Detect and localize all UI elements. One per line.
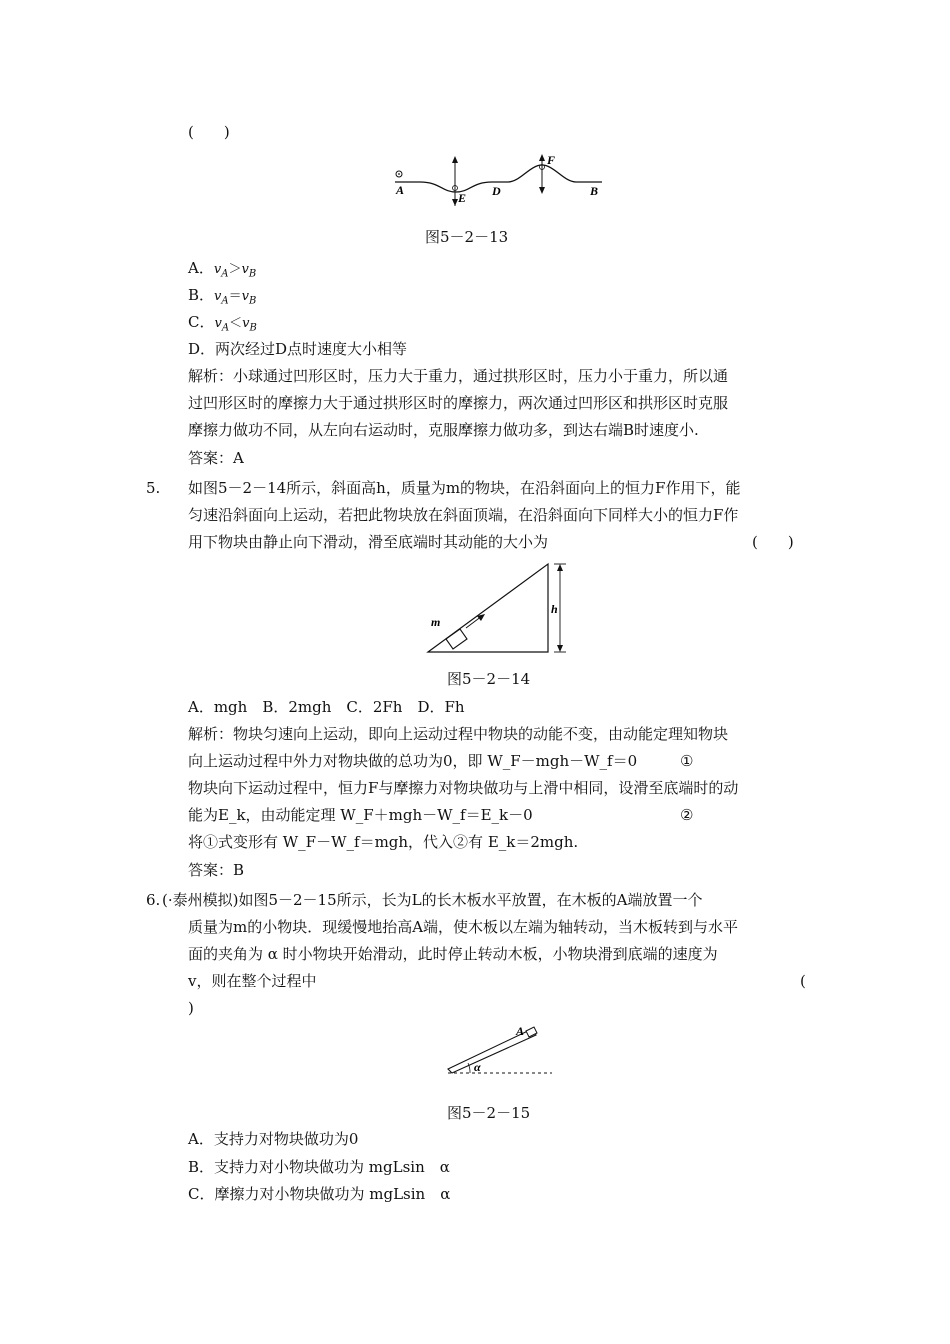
figure-caption-14: 图5－2－14 <box>447 670 531 688</box>
figure-5-2-13 <box>380 150 610 206</box>
figure-5-2-15 <box>440 1025 560 1075</box>
q5-mark-2: ② <box>680 806 694 824</box>
q5-mark-1: ① <box>680 752 694 770</box>
q5-stem-line-3: 用下物块由静止向下滑动，滑至底端时其动能的大小为 <box>188 533 549 551</box>
label-d: D <box>492 184 501 198</box>
q5-analysis-line-5: 将①式变形有 W_F－W_f＝mgh，代入②有 E_k＝2mgh. <box>188 833 579 851</box>
q5-stem-line-1: 如图5－2－14所示，斜面高h，质量为m的物块，在沿斜面向上的恒力F作用下，能 <box>188 479 741 497</box>
label-h: h <box>551 602 558 616</box>
q5-stem-line-2: 匀速沿斜面向上运动，若把此物块放在斜面顶端，在沿斜面向下同样大小的恒力F作 <box>188 506 739 524</box>
q5-answer: 答案：B <box>188 861 245 879</box>
q6-stem-line-1: (·泰州模拟)如图5－2－15所示，长为L的长木板水平放置，在木板的A端放置一个 <box>162 891 703 909</box>
figure-5-2-14 <box>426 560 576 660</box>
q5-analysis-line-2: 向上运动过程中外力对物块做的总功为0，即 W_F－mgh－W_f＝0 <box>188 752 638 770</box>
q5-options: A．mgh B．2mgh C．2Fh D．Fh <box>188 698 465 716</box>
q6-stem-line-2: 质量为m的小物块．现缓慢地抬高A端，使木板以左端为轴转动，当木板转到与水平 <box>188 918 739 936</box>
q6-bracket-close: ) <box>188 999 194 1017</box>
label-e: E <box>458 191 467 205</box>
q5-analysis-line-4: 能为E_k，由动能定理 W_F＋mgh－W_f＝E_k－0 <box>188 806 533 824</box>
figure-caption-13: 图5－2－13 <box>425 228 509 246</box>
q4-option-b: B．$v_A=v_B$ <box>188 286 257 307</box>
q5-analysis-line-3: 物块向下运动过程中，恒力F与摩擦力对物块做功与上滑中相同，设滑至底端时的动 <box>188 779 739 797</box>
label-b: B <box>590 184 599 198</box>
q5-bracket: ( ) <box>752 533 794 551</box>
q6-option-b: B．支持力对小物块做功为 mgLsin α <box>188 1158 450 1176</box>
label-a: A <box>516 1025 525 1038</box>
q4-answer: 答案：A <box>188 449 244 467</box>
q4-analysis-line-1: 解析：小球通过凹形区时，压力大于重力，通过拱形区时，压力小于重力，所以通 <box>188 367 729 385</box>
q5-analysis-line-1: 解析：物块匀速向上运动，即向上运动过程中物块的动能不变，由动能定理知物块 <box>188 725 729 743</box>
q6-stem-line-3: 面的夹角为 α 时小物块开始滑动，此时停止转动木板，小物块滑到底端的速度为 <box>188 945 718 963</box>
q4-option-a: A．$v_A>v_B$ <box>188 259 257 280</box>
q6-number: 6. <box>146 891 161 909</box>
figure-caption-15: 图5－2－15 <box>447 1104 531 1122</box>
label-m: m <box>431 615 441 629</box>
q4-analysis-line-3: 摩擦力做功不同，从左向右运动时，克服摩擦力做功多，到达右端B时速度小. <box>188 421 699 439</box>
q6-option-c: C．摩擦力对小物块做功为 mgLsin α <box>188 1185 451 1203</box>
q6-option-a: A．支持力对物块做功为0 <box>188 1130 359 1148</box>
label-a: A <box>396 183 405 197</box>
q5-number: 5. <box>146 479 161 497</box>
q4-bracket: ( ) <box>188 123 230 141</box>
q4-analysis-line-2: 过凹形区时的摩擦力大于通过拱形区时的摩擦力，两次通过凹形区和拱形区时克服 <box>188 394 729 412</box>
q4-option-c: C．$v_A<v_B$ <box>188 313 257 334</box>
label-f: F <box>547 153 556 167</box>
q4-option-d: D．两次经过D点时速度大小相等 <box>188 340 408 358</box>
q6-stem-line-4: v，则在整个过程中 <box>188 972 317 990</box>
q6-bracket-open: ( <box>800 972 806 990</box>
label-alpha: α <box>474 1060 481 1074</box>
